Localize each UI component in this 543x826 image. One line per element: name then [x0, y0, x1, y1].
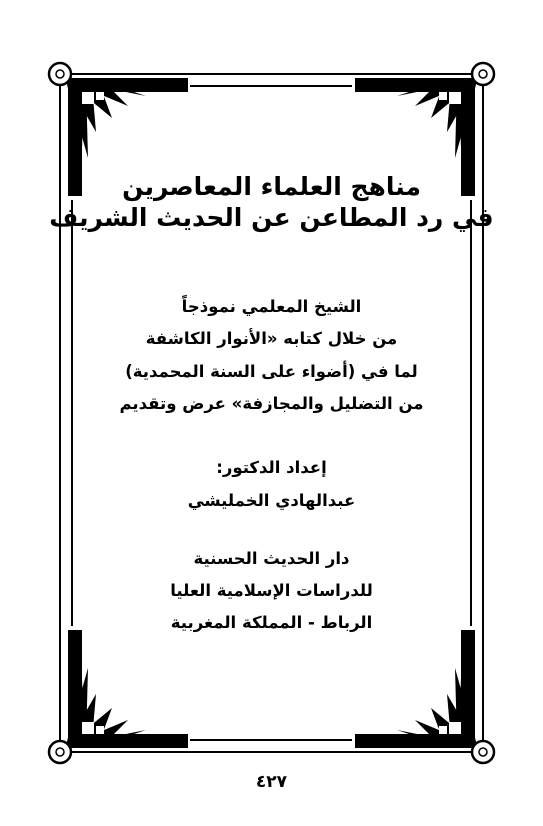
corner-ornament-bottom-right	[355, 630, 494, 763]
corner-ornament-bottom-left	[49, 630, 188, 763]
author-name: عبدالهادي الخمليشي	[187, 491, 356, 510]
author-label: إعداد الدكتور:	[216, 458, 327, 477]
subtitle-line-3: لما في (أضواء على السنة المحمدية)	[125, 362, 418, 381]
book-title-line-2: في رد المطاعن عن الحديث الشريف	[49, 203, 494, 232]
subtitle-line-1: الشيخ المعلمي نموذجاً	[181, 297, 362, 316]
publisher-line-2: للدراسات الإسلامية العليا	[170, 581, 373, 600]
subtitle-line-4: من التضليل والمجازفة» عرض وتقديم	[119, 394, 424, 413]
publisher-line-3: الرباط - المملكة المغربية	[170, 613, 373, 632]
publisher-line-1: دار الحديث الحسنية	[193, 549, 350, 568]
subtitle-line-2: من خلال كتابه «الأنوار الكاشفة	[145, 329, 398, 348]
page-number: ٤٢٧	[255, 772, 288, 792]
book-title-line-1: مناهج العلماء المعاصرين	[122, 172, 421, 201]
